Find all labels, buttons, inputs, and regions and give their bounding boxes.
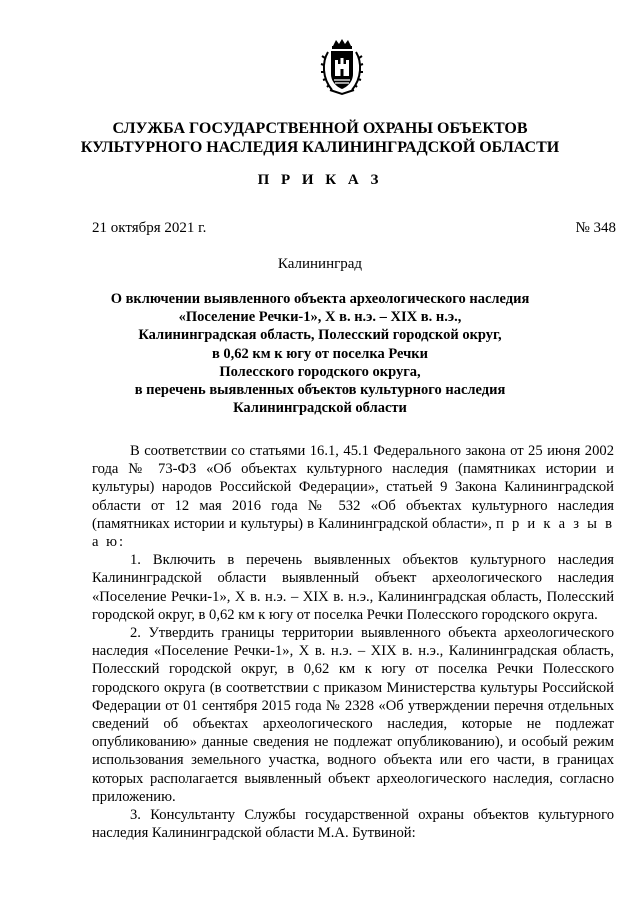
document-type: П Р И К А З	[257, 172, 383, 188]
intro-text: В соответствии со статьями 16.1, 45.1 Федерального закона от 25 июня 2002 года № 73-ФЗ «Об объектах культурного наследия (памятниках истории и культуры) народов Российской Федерации», статьей 9 Закона Калининградской области от 12 мая 2016 года № 532 «Об объектах культурного наследия (памятниках истории и культуры) в Калининградской области»,	[92, 443, 614, 532]
title-line: Полесского городского округа,	[219, 363, 421, 380]
title-line: Калининградская область, Полесский городской округ,	[138, 327, 502, 344]
document-date: 21 октября 2021 г.	[92, 220, 207, 236]
order-word: п р и к а з ы в а ю:	[92, 515, 614, 551]
title-line: «Поселение Речки-1», X в. н.э. – XIX в. н.э.,	[178, 309, 462, 326]
item-2-paragraph: 2. Утвердить границы территории выявленного объекта археологического наследия «Поселение Речки-1», X в. н.э. – XIX в. н.э., Калининградская область, Полесский городской округ, в 0,62 км к югу от поселка Речки Полесского городского округа (в соответствии с приказом Министерства культуры Российской Федерации от 01 сентября 2015 года № 2328 «Об утверждении перечня отдельных сведений об объектах археологического наследия, которые не подлежат опубликованию» данные сведения не подлежат опубликованию), и особый режим использования земельного участка, водного объекта или его части, в границах которых располагается выявленный объект археологического наследия, согласно приложению.	[92, 625, 614, 805]
organization-name-line2: КУЛЬТУРНОГО НАСЛЕДИЯ КАЛИНИНГРАДСКОЙ ОБЛАСТИ	[80, 139, 560, 156]
document-title	[0, 290, 640, 417]
title-line: Калининградской области	[233, 400, 407, 417]
coat-of-arms-icon	[320, 38, 364, 96]
item-1-paragraph: 1. Включить в перечень выявленных объектов культурного наследия Калининградской области выявленный объект археологического наследия «Поселение Речки-1», X в. н.э. – XIX в. н.э., Калининградская область, Полесский городской округ, в 0,62 км к югу от поселка Речки Полесского городского округа.	[92, 552, 614, 623]
organization-name	[0, 119, 640, 157]
intro-paragraph	[92, 442, 614, 551]
organization-name-line1: СЛУЖБА ГОСУДАРСТВЕННОЙ ОХРАНЫ ОБЪЕКТОВ	[112, 120, 528, 137]
item-3-paragraph: 3. Консультанту Службы государственной охраны объектов культурного наследия Калининградской области М.А. Бутвиной:	[92, 807, 614, 842]
document-number: № 348	[575, 220, 616, 236]
title-line: в 0,62 км к югу от поселка Речки	[211, 345, 429, 362]
document-city: Калининград	[277, 256, 363, 272]
title-line: О включении выявленного объекта археологического наследия	[110, 291, 530, 307]
title-line: в перечень выявленных объектов культурного наследия	[134, 382, 506, 399]
document-body	[92, 442, 614, 842]
